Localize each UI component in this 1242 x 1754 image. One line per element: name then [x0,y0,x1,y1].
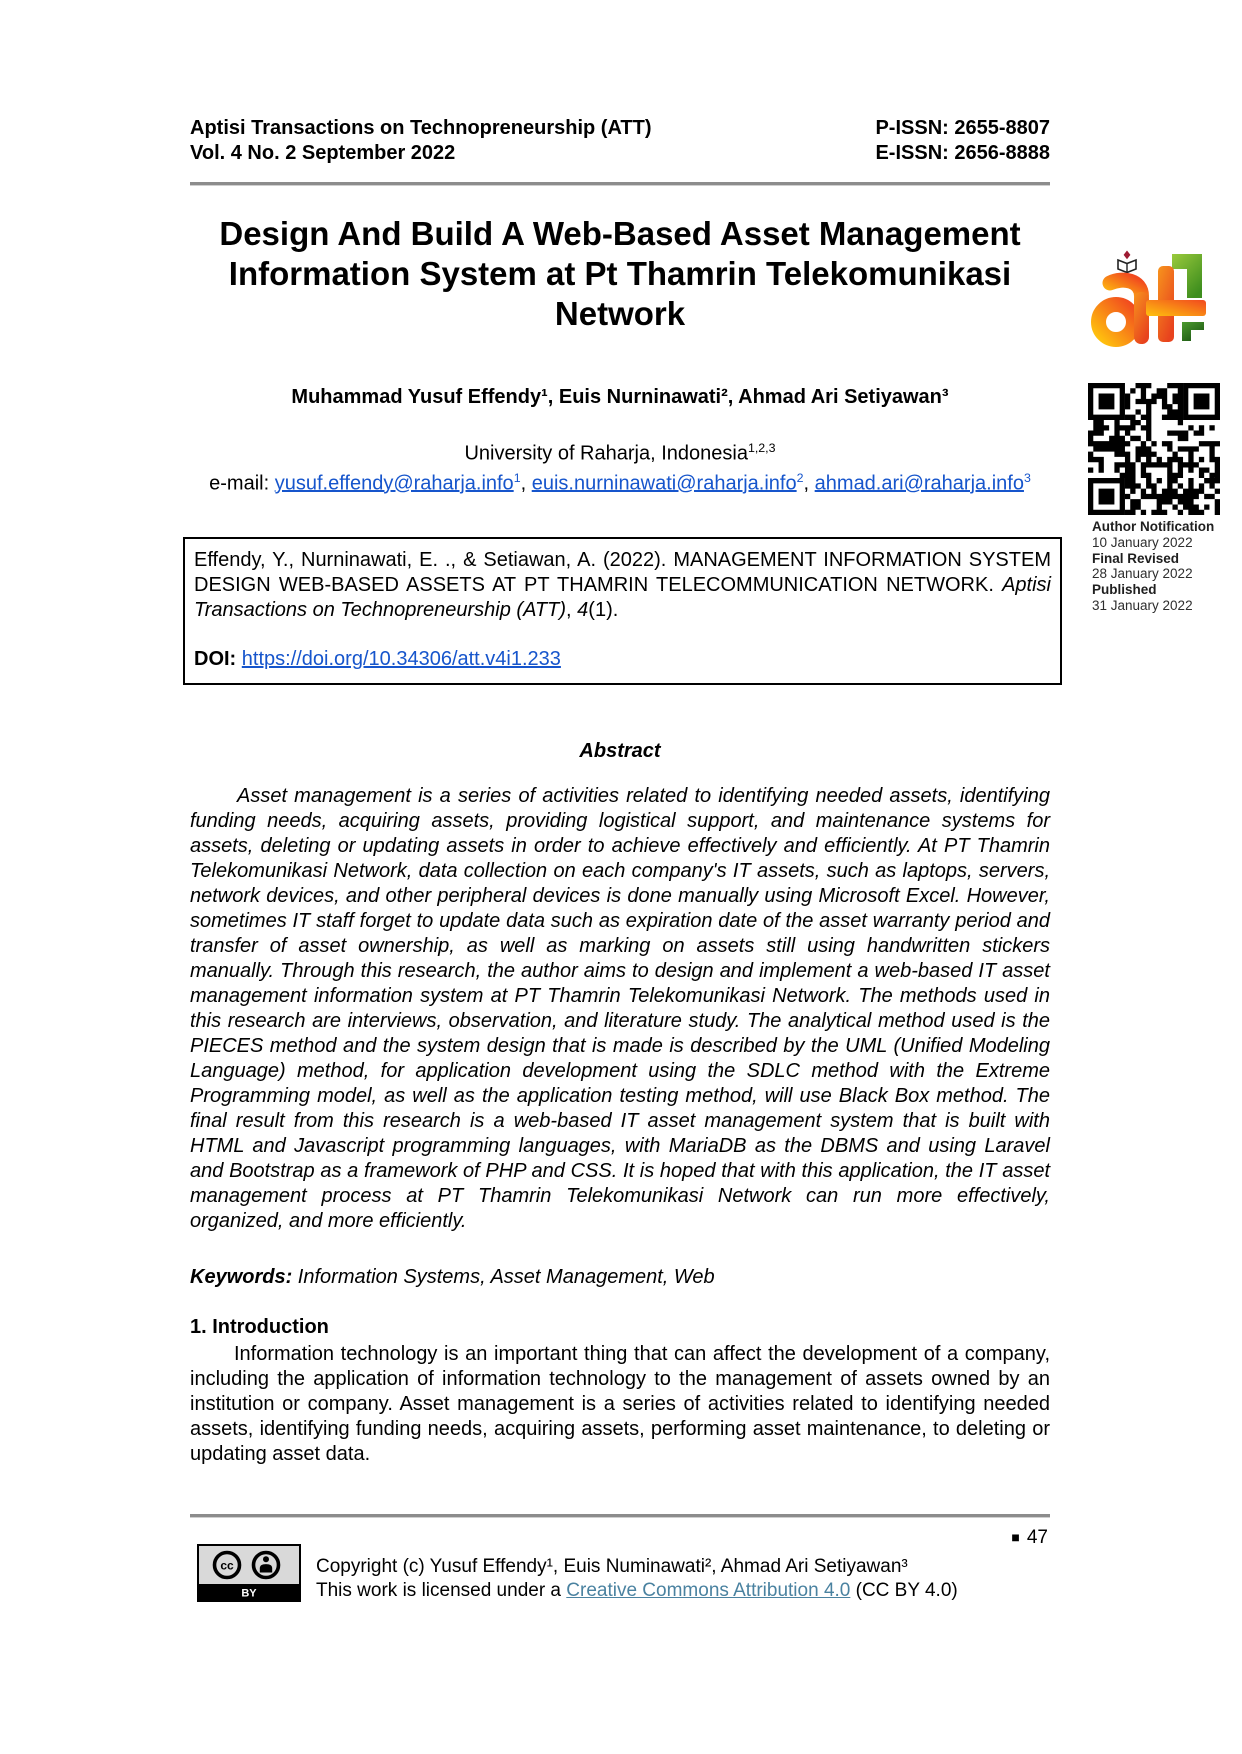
journal-header [190,116,1050,166]
citation-journal: Aptisi Transactions on Technopreneurship (ATT) [194,574,1051,621]
email-sup-2: 2 [796,470,804,485]
copyright-block [316,1555,958,1603]
affiliation-line [190,436,1050,466]
page-number [190,1527,1048,1549]
abstract-text: Asset management is a series of activities related to identifying needed assets, identifying funding needs, acquiring assets, providing logistical support, and maintenance systems for assets, deleting or updating assets in order to achieve effectively and efficiently. At PT Thamrin Telekomunikasi Network, data collection on each company's IT assets, such as laptops, servers, network devices, and other peripheral devices is done manually using Microsoft Excel. However, sometimes IT staff forget to update data such as expiration date of the asset warranty period and transfer of asset ownership, as well as marking on assets still using handwritten stickers manually. Through this research, the author aims to design and implement a web-based IT asset management information system at PT Thamrin Telekomunikasi Network. The methods used in this research are interviews, observation, and literature study. The analytical method used is the PIECES method and the system design that is made is described by the UML (Unified Modeling Language) method, for application development using the SDLC method with the Extreme Programming model, as well as the application testing method, will use Black Box method. The final result from this research is a web-based IT asset management system that is built with HTML and Javascript programming languages, with MariaDB as the DBMS and using Laravel and Bootstrap as a framework of PHP and CSS. It is hoped that with this application, the IT asset management process at PT Thamrin Telekomunikasi Network can run more effectively, organized, and more efficiently. [190,785,1050,1232]
license-link[interactable]: Creative Commons Attribution 4.0 [566,1580,851,1601]
keywords-line [190,1266,1050,1289]
journal-issue: Vol. 4 No. 2 September 2022 [190,142,456,164]
license-prefix: This work is licensed under a [316,1580,567,1601]
email-sup-3: 3 [1023,470,1031,485]
note-date: 28 January 2022 [1092,566,1193,582]
doi-link[interactable]: https://doi.org/10.34306/att.v4i1.233 [241,648,561,670]
keywords-label: Keywords: [190,1266,293,1288]
note-label: Published [1092,582,1157,598]
page-marker-square: ■ [1011,1529,1020,1545]
paper-title [190,214,1050,334]
note-label: Author Notification [1092,519,1215,534]
note-label: Final Revised [1092,550,1180,566]
letter-t [1146,254,1206,342]
footer-rule [190,1514,1050,1518]
email-link-2[interactable]: euis.nurninawati@raharja.info [531,472,797,495]
author-notification-block [1092,519,1242,614]
cc-by-badge-icon [197,1544,301,1602]
title-line-2: Information System at Pt Thamrin Telekomunikasi [228,255,1012,292]
email-separator: , [520,472,532,495]
qr-code [1088,383,1220,515]
keywords-text: Information Systems, Asset Management, Web [292,1266,715,1288]
citation-issue: (1). [588,599,619,621]
title-line-1: Design And Build A Web-Based Asset Management [219,215,1021,252]
affiliation-superscript: 1,2,3 [747,441,776,455]
doi-line [194,647,1051,672]
journal-name: Aptisi Transactions on Technopreneurship (ATT) [190,117,652,139]
title-line-3: Network [554,295,686,332]
att-logo-icon [1090,250,1208,350]
e-issn: E-ISSN: 2656-8888 [875,142,1050,164]
header-rule [190,182,1050,186]
citation-volume: 4 [577,599,589,621]
license-suffix: (CC BY 4.0) [850,1580,958,1601]
license-line [316,1579,958,1603]
note-date: 10 January 2022 [1092,534,1193,550]
note-date: 31 January 2022 [1092,597,1193,613]
citation-plain: Effendy, Y., Nurninawati, E. ., & Setiawan, A. (2022). MANAGEMENT INFORMATION SYSTEM DESIGN WEB-BASED ASSETS AT PT THAMRIN TELECOMMUNICATION NETWORK. [194,549,1051,596]
cc-by-badge [197,1544,301,1607]
citation-text [194,548,1051,623]
introduction-heading: 1. Introduction [190,1316,329,1338]
email-sup-1: 1 [513,470,521,485]
email-link-1[interactable]: yusuf.effendy@raharja.info [274,472,514,495]
copyright-line: Copyright (c) Yusuf Effendy¹, Euis Numinawati², Ahmad Ari Setiyawan³ [316,1556,908,1577]
front-matter [190,214,1050,495]
qr-code-wrap [1088,383,1220,520]
introduction-text: Information technology is an important thing that can affect the development of a company, including the application of information technology to the management of assets owned by an institution or company. Asset management is a series of activities related to identifying needed assets, identifying funding needs, acquiring assets, performing asset maintenance, to deleting or updating asset data. [190,1343,1050,1465]
letter-a [1099,280,1150,344]
email-separator: , [803,472,815,495]
abstract-heading: Abstract [579,740,661,762]
email-line [190,466,1050,496]
journal-logo [1090,250,1208,355]
badge-cc-label: cc [220,1558,234,1573]
p-issn: P-ISSN: 2655-8807 [875,117,1050,139]
citation-sep: , [566,599,578,621]
doi-label: DOI: [194,648,242,670]
authors-line: Muhammad Yusuf Effendy¹, Euis Nurninawati², Ahmad Ari Setiyawan³ [291,386,949,408]
affiliation-text: University of Raharja, Indonesia [464,442,748,465]
book-icon [1118,251,1136,273]
badge-by-label: BY [241,1587,257,1600]
page-number-value: 47 [1026,1527,1048,1548]
email-link-3[interactable]: ahmad.ari@raharja.info [814,472,1024,495]
citation-box [183,537,1062,685]
email-label: e-mail: [209,472,275,495]
